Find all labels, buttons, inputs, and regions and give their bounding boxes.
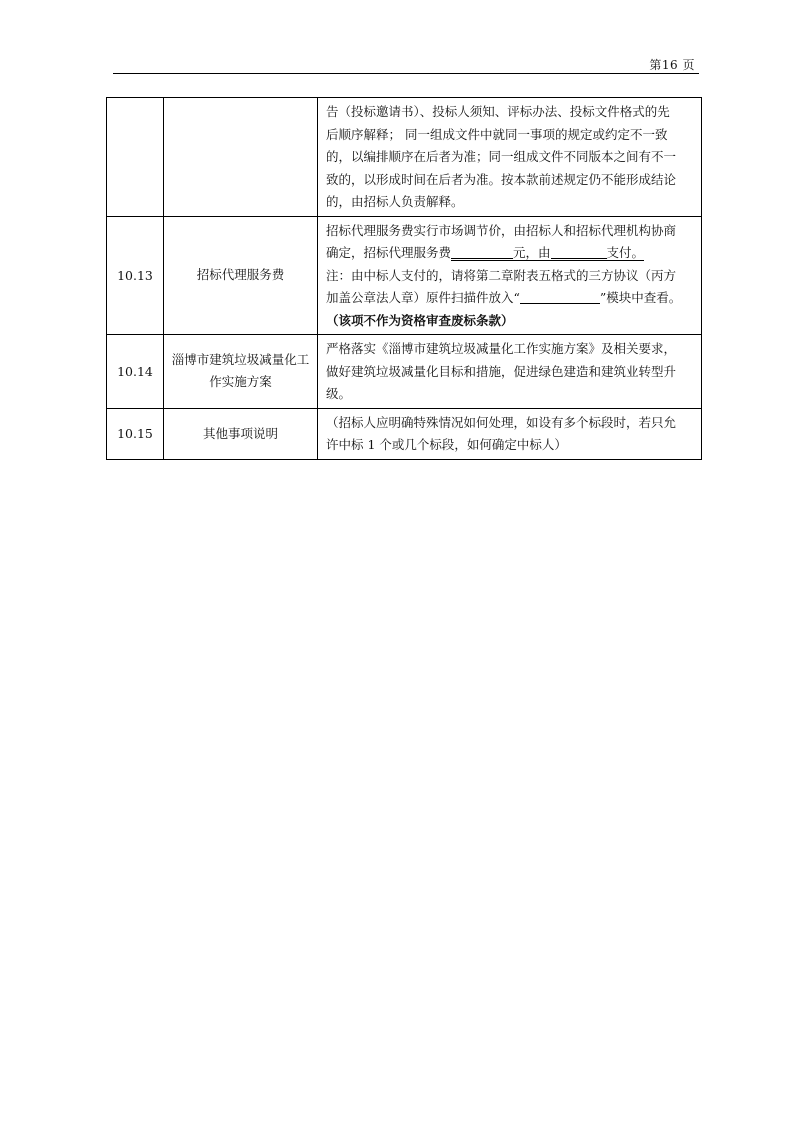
clause-number: 10.14 bbox=[107, 335, 164, 409]
fee-fill-in bbox=[451, 245, 644, 261]
clause-table bbox=[106, 97, 702, 460]
fee-unit: 元，由 bbox=[513, 245, 551, 260]
clause-number: 10.15 bbox=[107, 408, 164, 459]
clause-name: 其他事项说明 bbox=[164, 408, 318, 459]
content-line: 致的，以形成时间在后者为准。按本款前述规定仍不能形成结论 bbox=[326, 171, 677, 187]
content-line: 许中标 1 个或几个标段，如何确定中标人） bbox=[326, 437, 567, 452]
clause-name: 招标代理服务费 bbox=[164, 216, 318, 335]
content-line: 后顺序解释； 同一组成文件中就同一事项的规定或约定不一致 bbox=[326, 126, 668, 142]
content-line: 做好建筑垃圾减量化目标和措施，促进绿色建造和建筑业转型升 bbox=[326, 363, 677, 379]
content-line: 严格落实《淄博市建筑垃圾减量化工作实施方案》及相关要求， bbox=[326, 341, 677, 356]
content-line bbox=[326, 287, 696, 310]
clause-content bbox=[318, 98, 702, 217]
page-number: 第16 页 bbox=[649, 58, 695, 72]
header-rule bbox=[113, 73, 699, 74]
module-blank bbox=[520, 288, 600, 304]
content-line bbox=[326, 242, 696, 265]
clause-content bbox=[318, 408, 702, 459]
table-row bbox=[107, 408, 702, 459]
table-row bbox=[107, 216, 702, 335]
content-line: 告（投标邀请书）、投标人须知、评标办法、投标文件格式的先 bbox=[326, 104, 670, 119]
content-line: 招标代理服务费实行市场调节价，由招标人和招标代理机构协商 bbox=[326, 222, 677, 238]
fee-amount-blank bbox=[451, 243, 513, 259]
clause-number bbox=[107, 98, 164, 217]
bold-note: （该项不作为资格审查废标条款） bbox=[326, 312, 514, 328]
scan-suffix: ”模块中查看。 bbox=[599, 290, 682, 305]
content-line: 注：由中标人支付的，请将第二章附表五格式的三方协议（丙方 bbox=[326, 267, 677, 283]
content-line: 级。 bbox=[326, 386, 352, 401]
clause-number: 10.13 bbox=[107, 216, 164, 335]
table-row bbox=[107, 335, 702, 409]
content-line: （招标人应明确特殊情况如何处理，如设有多个标段时，若只允 bbox=[326, 414, 677, 430]
fee-text: 确定，招标代理服务费 bbox=[326, 245, 452, 260]
table-row bbox=[107, 98, 702, 217]
clause-content bbox=[318, 335, 702, 409]
content-line: 的，由招标人负责解释。 bbox=[326, 194, 464, 209]
clause-content bbox=[318, 216, 702, 335]
fee-suffix: 支付。 bbox=[606, 245, 645, 260]
clause-name bbox=[164, 98, 318, 217]
content-line: 的，以编排顺序在后者为准；同一组成文件不同版本之间有不一 bbox=[326, 149, 677, 164]
scan-text: 加盖公章法人章）原件扫描件放入“ bbox=[326, 290, 520, 305]
clause-name: 淄博市建筑垃圾减量化工作实施方案 bbox=[164, 335, 318, 409]
payer-blank bbox=[551, 243, 607, 259]
